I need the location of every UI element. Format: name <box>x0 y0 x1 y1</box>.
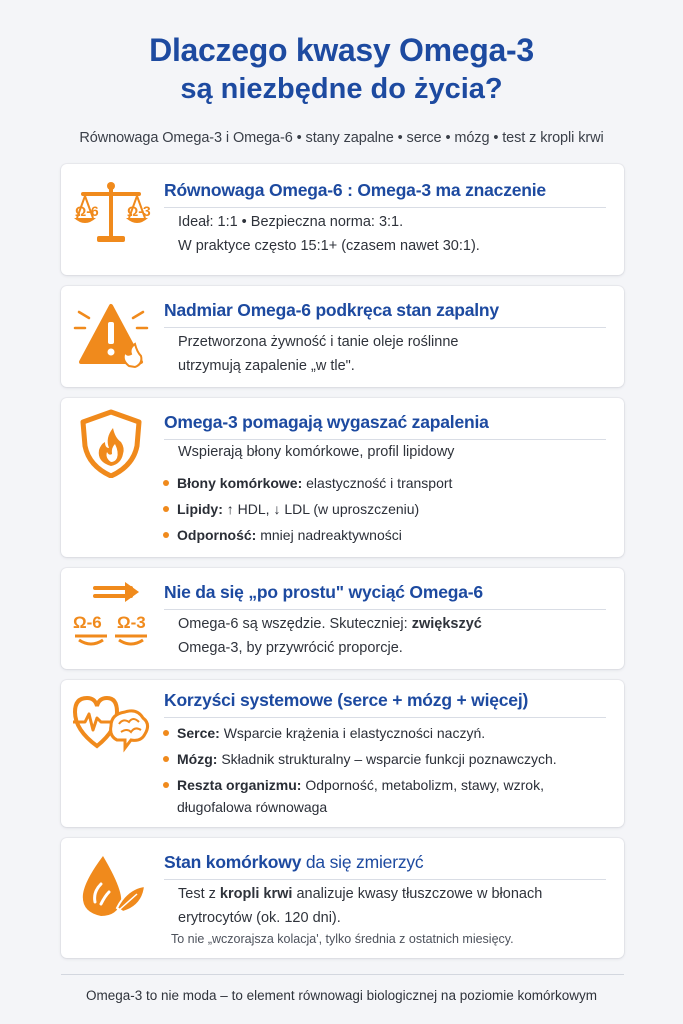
card-systemic-benefits <box>61 680 624 827</box>
page-title: Dlaczego kwasy Omega-3 <box>149 32 534 68</box>
list-item: Odporność: mniej nadreaktywności <box>163 522 606 548</box>
page-title-line2: są niezbędne do życia? <box>180 73 503 105</box>
shield-flame-icon <box>71 408 151 478</box>
header <box>0 0 683 146</box>
heart-brain-icon <box>71 688 151 758</box>
card-cellular-state <box>61 838 624 958</box>
page-subtitle: Równowaga Omega-3 i Omega-6 • stany zapalne • serce • mózg • test z kropli krwi <box>79 130 604 146</box>
bullet-list <box>163 470 606 548</box>
card-body <box>178 612 606 660</box>
balance-scale-icon <box>71 178 151 248</box>
card-line: Test z kropli krwi analizuje kwasy tłuszczowe w błonach <box>178 886 543 902</box>
card-balance <box>61 164 624 275</box>
card-heading: Stan komórkowy da się zmierzyć <box>164 852 606 880</box>
list-item: Błony komórkowe: elastyczność i transport <box>163 470 606 496</box>
card-line: Przetworzona żywność i tanie oleje roślinne <box>178 334 459 350</box>
card-line: Ideał: 1:1 • Bezpieczna norma: 3:1. <box>178 214 404 230</box>
card-cannot-cut-omega6 <box>61 568 624 669</box>
omega3-label: Ω-3 <box>127 203 151 219</box>
card-heading: Korzyści systemowe (serce + mózg + więcej) <box>164 690 606 718</box>
card-body <box>178 440 606 464</box>
card-heading: Omega-3 pomagają wygaszać zapalenia <box>164 412 606 440</box>
list-item: Reszta organizmu: Odporność, metabolizm, stawy, wzrok, długofalowa równowaga <box>163 772 610 818</box>
list-item: Lipidy: ↑ HDL, ↓ LDL (w uproszczeniu) <box>163 496 606 522</box>
blood-drop-leaf-icon <box>71 852 151 922</box>
bullet-list <box>163 720 610 818</box>
card-note: To nie „wczorajsza kolacja', tylko średnia z ostatnich miesięcy. <box>171 932 514 946</box>
card-body <box>178 330 606 378</box>
card-line: Wspierają błony komórkowe, profil lipidowy <box>178 444 455 460</box>
omega3-label: Ω-3 <box>117 613 146 632</box>
card-line: W praktyce często 15:1+ (czasem nawet 30:1). <box>178 238 480 254</box>
card-body <box>178 882 606 930</box>
card-body <box>178 210 606 258</box>
footer-text: Omega-3 to nie moda – to element równowagi biologicznej na poziomie komórkowym <box>85 988 597 1003</box>
card-heading: Nie da się „po prostu" wyciąć Omega-6 <box>164 582 606 610</box>
card-omega6-inflammation <box>61 286 624 387</box>
omega6-label: Ω-6 <box>75 203 99 219</box>
card-line: Omega-3, by przywrócić proporcje. <box>178 640 403 656</box>
footer-divider <box>61 974 624 975</box>
arrow-omega-icon <box>71 580 151 650</box>
list-item: Serce: Wsparcie krążenia i elastyczności naczyń. <box>163 720 610 746</box>
card-omega3-anti-inflammation <box>61 398 624 557</box>
card-line: erytrocytów (ok. 120 dni). <box>178 910 341 926</box>
list-item: Mózg: Składnik strukturalny – wsparcie funkcji poznawczych. <box>163 746 610 772</box>
card-line: utrzymują zapalenie „w tle". <box>178 358 355 374</box>
card-heading: Równowaga Omega-6 : Omega-3 ma znaczenie <box>164 180 606 208</box>
card-heading: Nadmiar Omega-6 podkręca stan zapalny <box>164 300 606 328</box>
omega6-label: Ω-6 <box>73 613 102 632</box>
warning-fire-icon <box>71 300 151 370</box>
card-line: Omega-6 są wszędzie. Skuteczniej: zwiększyć <box>178 616 482 632</box>
